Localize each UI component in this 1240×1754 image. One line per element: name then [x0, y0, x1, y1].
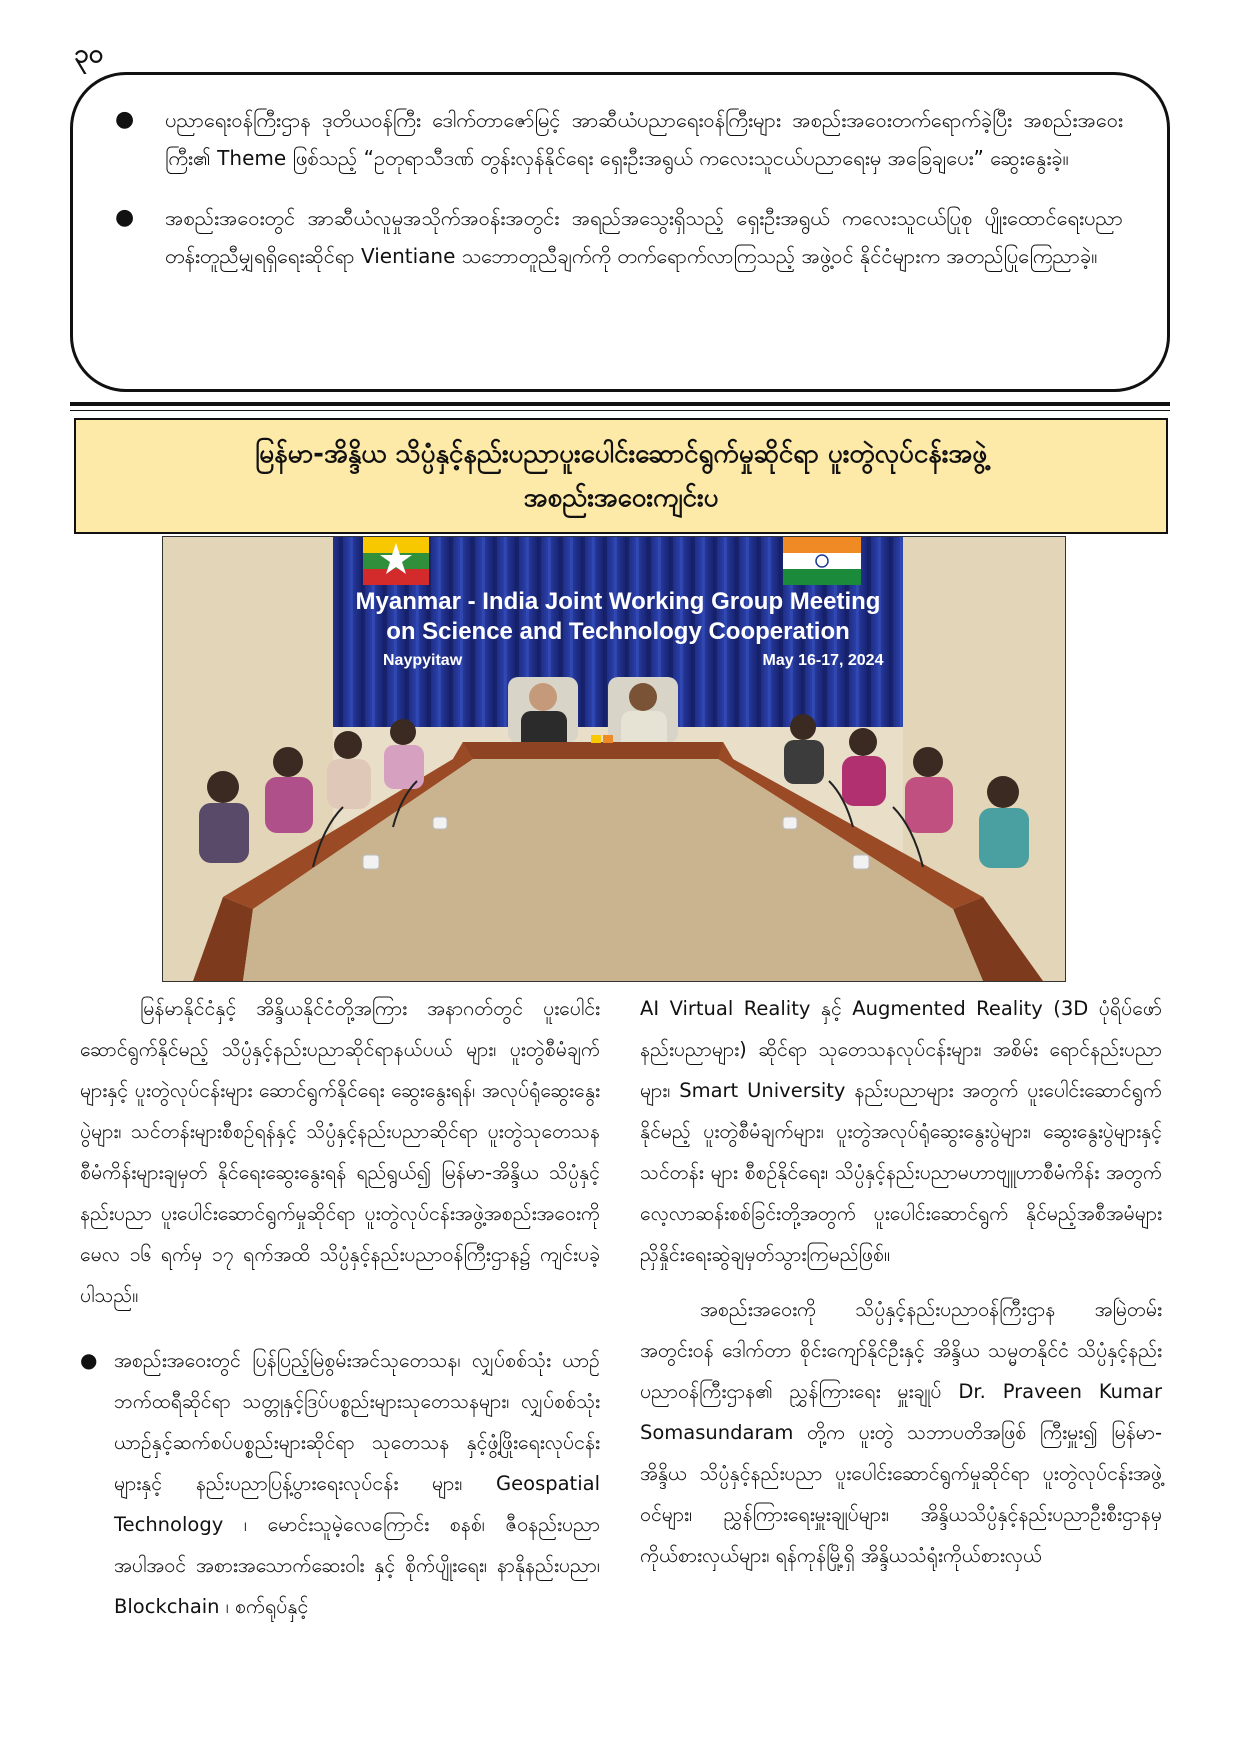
article-headline [74, 418, 1168, 534]
article-paragraph: AI Virtual Reality နှင့် Augmented Reality (3D ပုံရိပ်ဖော် နည်းပညာများ) ဆိုင်ရာ သုတေသနလုပ်ငန်းများ၊ အစိမ်း ရောင်နည်းပညာများ၊ Smart University နည်းပညာများ အတွက် ပူးပေါင်းဆောင်ရွက်နိုင်မည့် ပူးတွဲစီမံချက်များ၊ ပူးတွဲအလုပ်ရုံဆွေးနွေးပွဲများ၊ ဆွေးနွေးပွဲများနှင့်သင်တန်း များ စီစဉ်နိုင်ရေး၊ သိပ္ပံနှင့်နည်းပညာမဟာဗျူဟာစီမံကိန်း အတွက် လေ့လာဆန်းစစ်ခြင်းတို့အတွက် ပူးပေါင်းဆောင်ရွက် နိုင်မည့်အစီအမံများ ညှိနှိုင်းရေးဆွဲချမှတ်သွားကြမည်ဖြစ်။ [640, 997, 1162, 1266]
summary-list [103, 101, 1123, 275]
bullet-icon: ● [80, 1348, 98, 1372]
bullet-icon: ● [115, 205, 135, 230]
article-column-right [640, 988, 1162, 1576]
banner-date: May 16-17, 2024 [762, 652, 884, 669]
headline-line-2: အစည်းအဝေးကျင်းပ [523, 483, 719, 513]
banner-location: Naypyitaw [383, 652, 463, 669]
banner-title-line-1: Myanmar - India Joint Working Group Meeting [355, 588, 881, 615]
india-flag-icon [783, 537, 861, 585]
page-number: ၃၀ [74, 39, 104, 69]
summary-item [103, 199, 1123, 275]
article-paragraph: မြန်မာနိုင်ငံနှင့် အိန္ဒိယနိုင်ငံတို့အကြား အနာဂတ်တွင် ပူးပေါင်းဆောင်ရွက်နိုင်မည့် သိပ္ပံနှင့်နည်းပညာဆိုင်ရာနယ်ပယ် များ၊ ပူးတွဲစီမံချက်များနှင့် ပူးတွဲလုပ်ငန်းများ ဆောင်ရွက်နိုင်ရေး ဆွေးနွေးရန်၊ အလုပ်ရုံဆွေးနွေးပွဲများ၊ သင်တန်းများစီစဉ်ရန်နှင့် သိပ္ပံနှင့်နည်းပညာဆိုင်ရာ ပူးတွဲသုတေသနစီမံကိန်းများချမှတ် နိုင်ရေးဆွေးနွေးရန် ရည်ရွယ်၍ မြန်မာ-အိန္ဒိယ သိပ္ပံနှင့်နည်းပညာ ပူးပေါင်းဆောင်ရွက်မှုဆိုင်ရာ ပူးတွဲလုပ်ငန်းအဖွဲ့အစည်းအဝေးကို မေလ ၁၆ ရက်မှ ၁၇ ရက်အထိ သိပ္ပံနှင့်နည်းပညာဝန်ကြီးဌာန၌ ကျင်းပခဲ့ပါသည်။ [80, 997, 600, 1307]
section-divider-thin [70, 410, 1170, 411]
article-paragraph: အစည်းအဝေးကို သိပ္ပံနှင့်နည်းပညာဝန်ကြီးဌာန အမြဲတမ်းအတွင်းဝန် ဒေါက်တာ စိုင်းကျော်နိုင်ဦးနှင့် အိန္ဒိယ သမ္မတနိုင်ငံ သိပ္ပံနှင့်နည်းပညာဝန်ကြီးဌာန၏ ညွှန်ကြားရေး မှူးချုပ် Dr. Praveen Kumar Somasundaram တို့က ပူးတွဲ သဘာပတိအဖြစ် ကြီးမှူး၍ မြန်မာ-အိန္ဒိယ သိပ္ပံနှင့်နည်းပညာ ပူးပေါင်းဆောင်ရွက်မှုဆိုင်ရာ ပူးတွဲလုပ်ငန်းအဖွဲ့ဝင်များ၊ ညွှန်ကြားရေးမှူးချုပ်များ၊ အိန္ဒိယသိပ္ပံနှင့်နည်းပညာဦးစီးဌာနမှ ကိုယ်စားလှယ်များ၊ ရန်ကုန်မြို့ရှိ အိန္ဒိယသံရုံးကိုယ်စားလှယ် [640, 1298, 1162, 1567]
article-bullet-list [80, 1340, 600, 1627]
article-column-left [80, 988, 600, 1627]
article-bullet-text: အစည်းအဝေးတွင် ပြန်ပြည့်မြဲစွမ်းအင်သုတေသန၊ လျှပ်စစ်သုံး ယာဉ်ဘက်ထရီဆိုင်ရာ သတ္တုနှင့်ဒြပ်ပစ္စည်းများသုတေသနများ၊ လျှပ်စစ်သုံးယာဉ်နှင့်ဆက်စပ်ပစ္စည်းများဆိုင်ရာ သုတေသန နှင့်ဖွံ့ဖြိုးရေးလုပ်ငန်းများနှင့် နည်းပညာပြန့်ပွားရေးလုပ်ငန်း များ၊ Geospatial Technology ၊ မောင်းသူမဲ့လေကြောင်း စနစ်၊ ဇီဝနည်းပညာအပါအဝင် အစားအသောက်ဆေးဝါး နှင့် စိုက်ပျိုးရေး၊ နာနိုနည်းပညာ၊ Blockchain ၊ စက်ရုပ်နှင့် [114, 1349, 600, 1618]
summary-box [70, 72, 1170, 392]
headline-line-1: မြန်မာ-အိန္ဒိယ သိပ္ပံနှင့်နည်းပညာပူးပေါင်းဆောင်ရွက်မှုဆိုင်ရာ ပူးတွဲလုပ်ငန်းအဖွဲ့ [254, 439, 988, 469]
bullet-icon: ● [115, 107, 135, 132]
article-bullet-item [80, 1340, 600, 1627]
summary-item [103, 101, 1123, 177]
myanmar-flag-icon [363, 537, 429, 585]
meeting-photo [162, 536, 1066, 982]
banner-title-line-2: on Science and Technology Cooperation [386, 618, 850, 645]
summary-text: အစည်းအဝေးတွင် အာဆီယံလူမှုအသိုက်အဝန်းအတွင်း အရည်အသွေးရှိသည့် ရှေးဦးအရွယ် ကလေးသူငယ်ပြုစု ပျိုးထောင်ရေးပညာတန်းတူညီမျှရရှိရေးဆိုင်ရာ Vientiane သဘောတူညီချက်ကို တက်ရောက်လာကြသည့် အဖွဲ့ဝင် နိုင်ငံများက အတည်ပြုကြေညာခဲ့။ [165, 206, 1123, 268]
section-divider [70, 402, 1170, 406]
summary-text: ပညာရေးဝန်ကြီးဌာန ဒုတိယဝန်ကြီး ဒေါက်တာဇော်မြင့် အာဆီယံပညာရေးဝန်ကြီးများ အစည်းအဝေးတက်ရောက်ခဲ့ပြီး အစည်းအဝေးကြီး၏ Theme ဖြစ်သည့် “ဥတုရာသီဒဏ် တွန်းလှန်နိုင်ရေး ရှေးဦးအရွယ် ကလေးသူငယ်ပညာရေးမှ အခြေချပေး” ဆွေးနွေးခဲ့။ [165, 108, 1123, 170]
